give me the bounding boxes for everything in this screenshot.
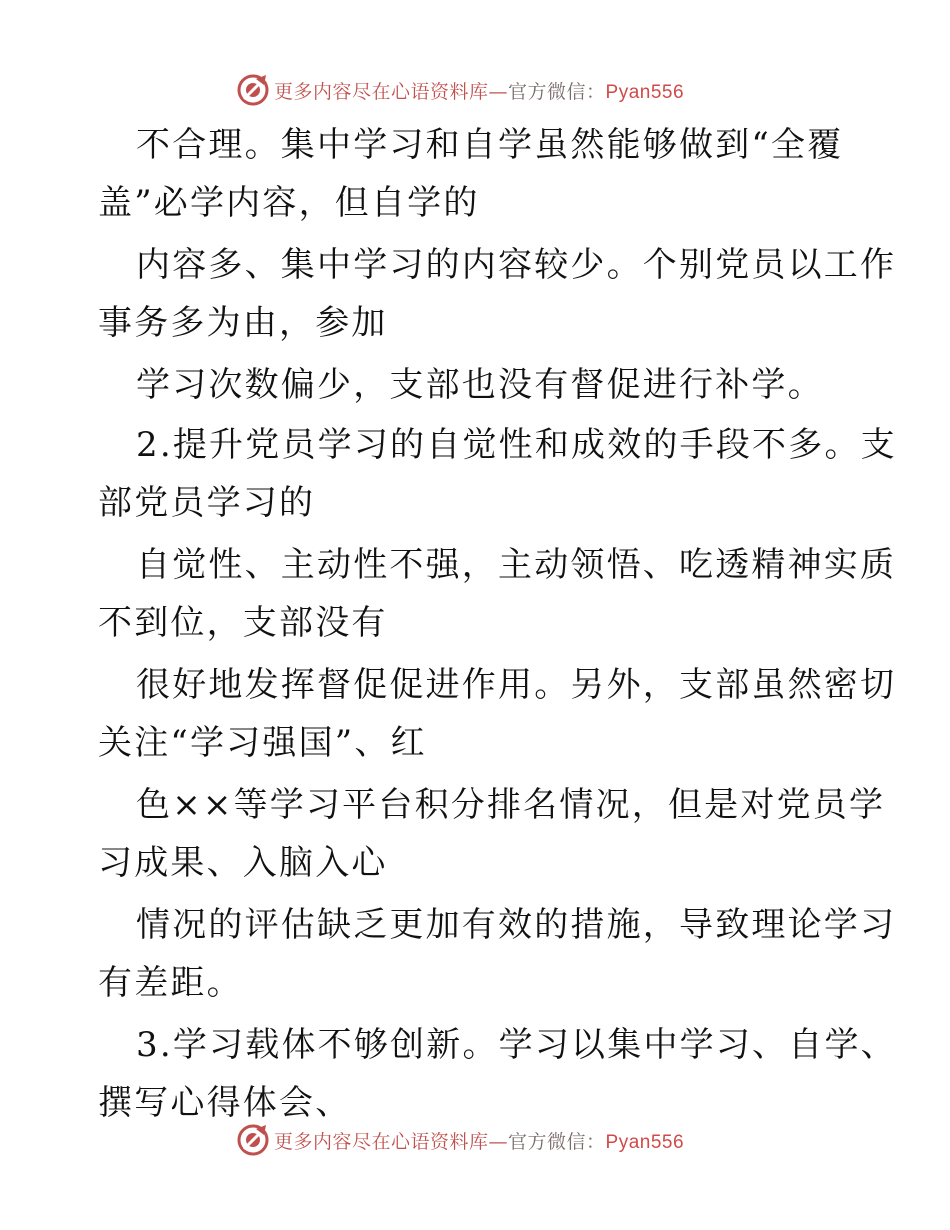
footer-banner-separator: — [488,1130,509,1153]
brand-logo-icon [236,1123,270,1157]
body-line-17: 撰写心得体会、 [98,1083,352,1123]
body-line-2: 盖”必学内容，但自学的 [98,183,480,223]
footer-banner-text [274,1127,684,1154]
body-line-13: 习成果、入脑入心 [98,843,388,883]
body-line-3: 内容多、集中学习的内容较少。个别党员以工作 [136,245,897,285]
footer-banner-main: 更多内容尽在心语资料库 [274,1130,489,1153]
body-line-9: 不到位，支部没有 [98,603,388,643]
footer-banner-wechat: 官方微信： [508,1130,606,1153]
header-banner-separator: — [488,80,509,103]
header-banner-text [274,77,684,104]
brand-logo-icon [236,73,270,107]
footer-banner-id: Pyan556 [605,1131,685,1153]
body-line-10: 很好地发挥督促促进作用。另外，支部虽然密切 [136,665,897,705]
body-line-6: 2.提升党员学习的自觉性和成效的手段不多。支 [136,425,897,465]
body-line-8: 自觉性、主动性不强，主动领悟、吃透精神实质 [136,545,897,585]
body-line-11: 关注“学习强国”、红 [98,723,427,763]
body-line-4: 事务多为由，参加 [98,303,388,343]
header-banner-main: 更多内容尽在心语资料库 [274,80,489,103]
body-line-12: 色××等学习平台积分排名情况，但是对党员学 [136,785,886,825]
body-line-7: 部党员学习的 [98,483,316,523]
body-line-1: 不合理。集中学习和自学虽然能够做到“全覆 [136,125,844,165]
header-banner [236,72,684,108]
body-line-5: 学习次数偏少，支部也没有督促进行补学。 [136,365,824,405]
body-line-16: 3.学习载体不够创新。学习以集中学习、自学、 [136,1025,897,1065]
body-line-15: 有差距。 [98,963,243,1003]
header-banner-wechat: 官方微信： [508,80,606,103]
header-banner-id: Pyan556 [605,81,685,103]
footer-banner [236,1122,684,1158]
body-line-14: 情况的评估缺乏更加有效的措施，导致理论学习 [136,905,897,945]
